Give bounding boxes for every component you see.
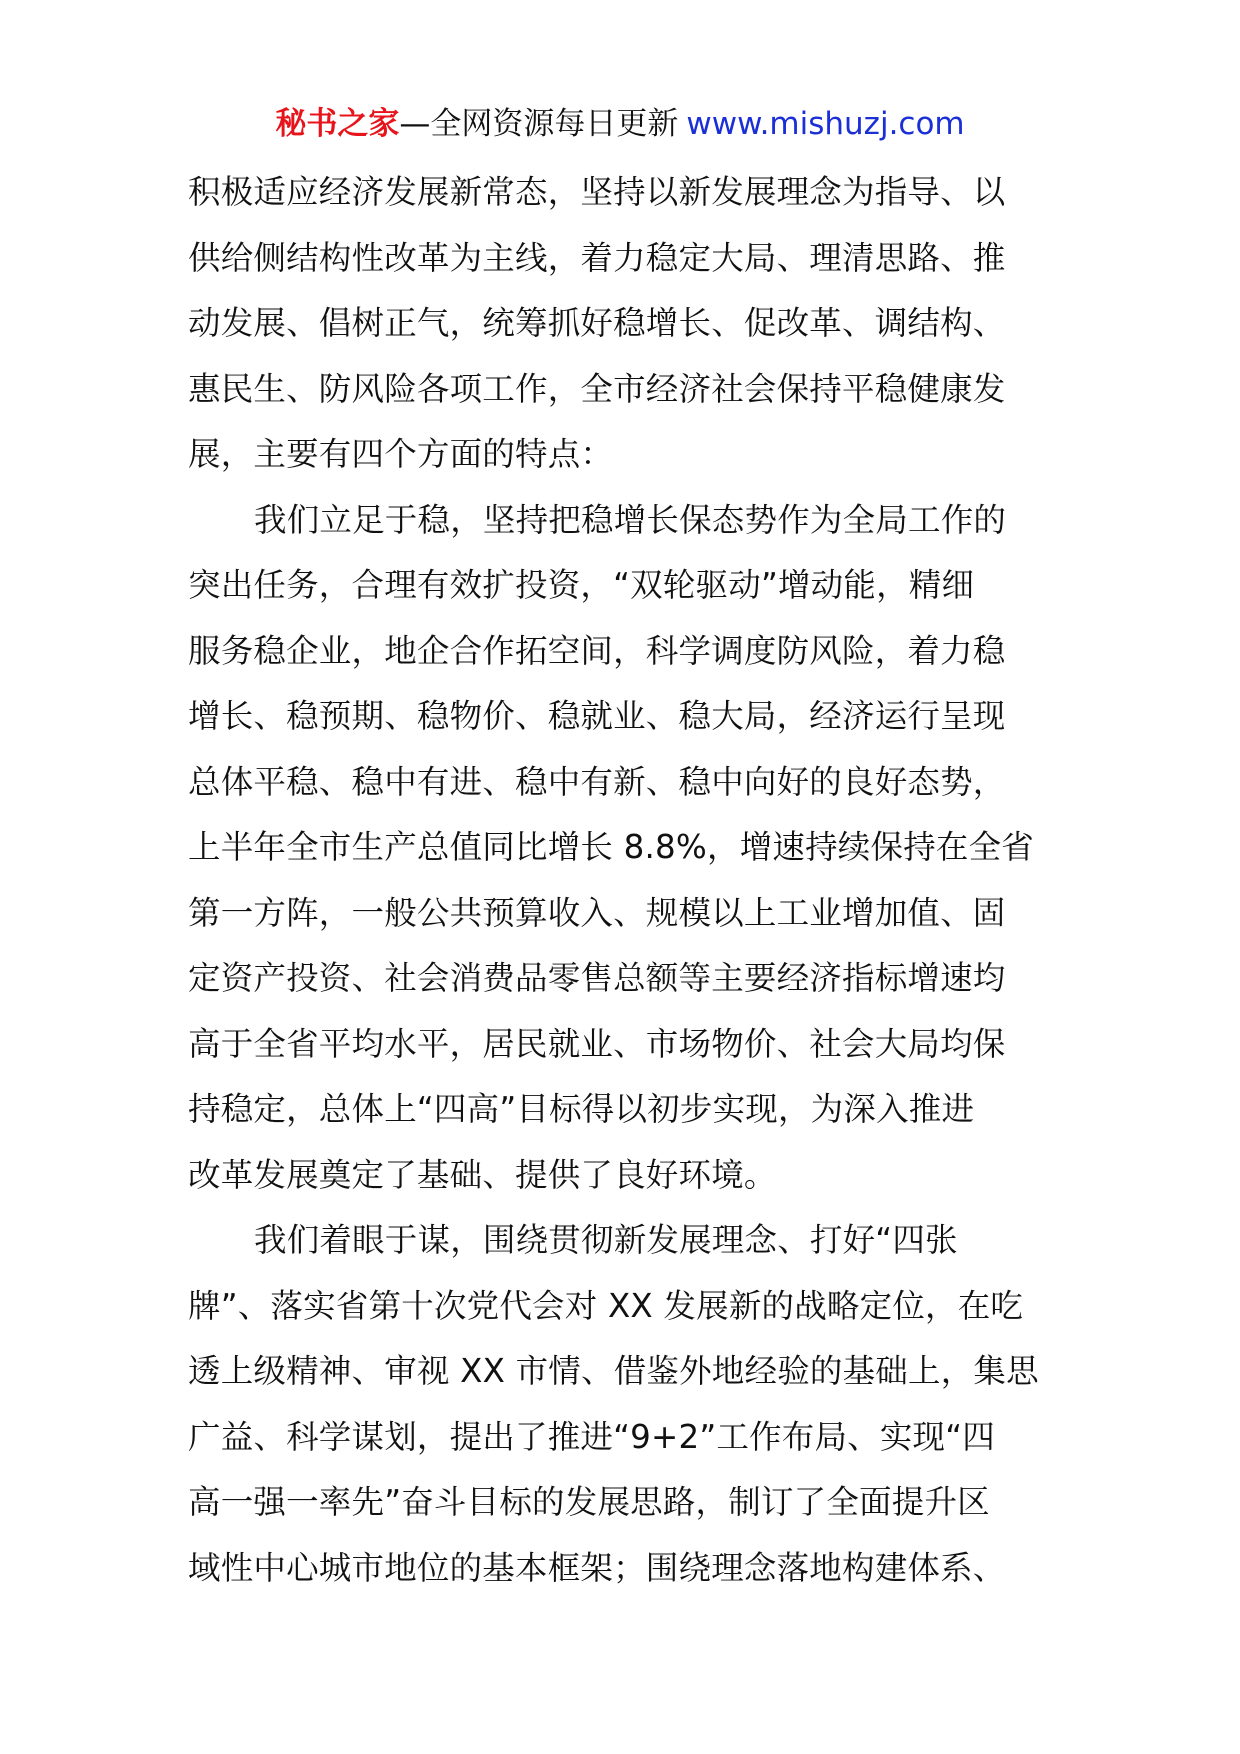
text-line: 增长、稳预期、稳物价、稳就业、稳大局，经济运行呈现 xyxy=(188,697,1006,735)
text-line: 第一方阵，一般公共预算收入、规模以上工业增加值、固 xyxy=(188,893,1006,932)
text-line: 突出任务，合理有效扩投资，“双轮驱动”增动能，精细 xyxy=(188,566,975,604)
page-header xyxy=(0,102,1240,146)
text-line: 服务稳企业，地企合作拓空间，科学调度防风险，着力稳 xyxy=(188,631,1006,670)
document-body xyxy=(188,160,1060,1601)
text-line: 动发展、倡树正气，统筹抓好稳增长、促改革、调结构、 xyxy=(188,304,1006,342)
paragraph-first-line: 我们立足于稳，坚持把稳增长保态势作为全局工作的 xyxy=(254,500,1007,539)
text-line: 改革发展奠定了基础、提供了良好环境。 xyxy=(188,1155,777,1194)
header-tagline: —全网资源每日更新 xyxy=(399,106,679,142)
text-line: 高一强一率先”奋斗目标的发展思路，制订了全面提升区 xyxy=(188,1483,990,1521)
text-line: 广益、科学谋划，提出了推进“9+2”工作布局、实现“四 xyxy=(188,1417,995,1456)
text-line: 牌”、落实省第十次党代会对 XX 发展新的战略定位，在吃 xyxy=(188,1286,1024,1325)
text-line: 高于全省平均水平，居民就业、市场物价、社会大局均保 xyxy=(188,1024,1006,1063)
text-line: 持稳定，总体上“四高”目标得以初步实现，为深入推进 xyxy=(188,1090,975,1128)
paragraph-first-line: 我们着眼于谋，围绕贯彻新发展理念、打好“四张 xyxy=(254,1221,958,1259)
text-line: 积极适应经济发展新常态，坚持以新发展理念为指导、以 xyxy=(188,173,1006,211)
header-brand: 秘书之家 xyxy=(275,106,400,142)
text-line: 域性中心城市地位的基本框架；围绕理念落地构建体系、 xyxy=(188,1548,1006,1587)
text-line: 展，主要有四个方面的特点： xyxy=(188,435,614,473)
text-line: 上半年全市生产总值同比增长 8.8%，增速持续保持在全省 xyxy=(188,828,1034,866)
text-line: 定资产投资、社会消费品零售总额等主要经济指标增速均 xyxy=(188,959,1006,997)
text-line: 透上级精神、审视 XX 市情、借鉴外地经验的基础上，集思 xyxy=(188,1352,1039,1390)
text-line: 供给侧结构性改革为主线，着力稳定大局、理清思路、推 xyxy=(188,238,1006,277)
text-line: 惠民生、防风险各项工作，全市经济社会保持平稳健康发 xyxy=(188,369,1006,408)
header-url-link[interactable]: www.mishuzj.com xyxy=(686,106,965,142)
text-line: 总体平稳、稳中有进、稳中有新、稳中向好的良好态势， xyxy=(188,762,1006,801)
